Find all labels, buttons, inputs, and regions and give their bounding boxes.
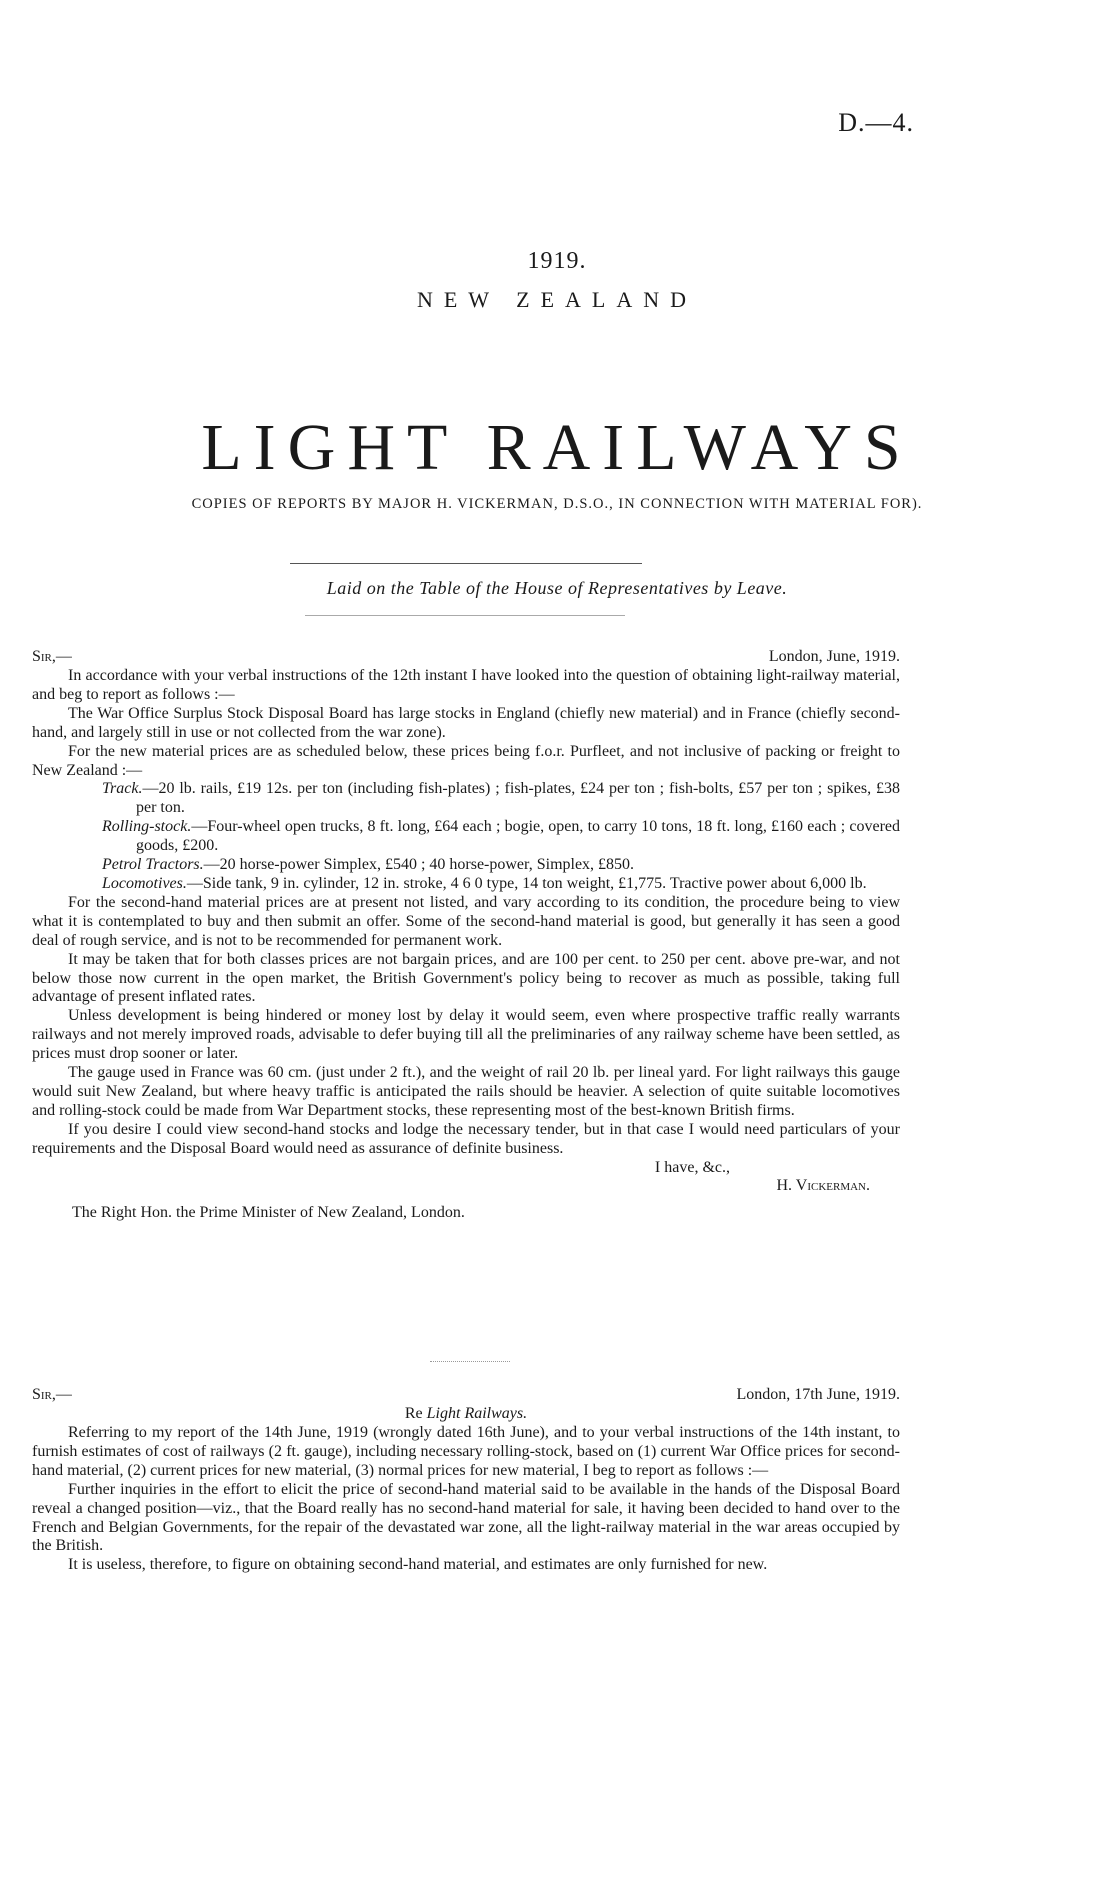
paragraph: If you desire I could view second-hand stocks and lodge the necessary tender, but in that case I would need particulars of your requirements and the Disposal Board would need as assurance of definite business. xyxy=(32,1120,900,1157)
divider xyxy=(290,563,642,564)
laid-notice: Laid on the Table of the House of Representatives by Leave. xyxy=(326,578,788,598)
price-item xyxy=(68,856,900,875)
paragraph: The War Office Surplus Stock Disposal Board has large stocks in England (chiefly new material) and in France (chiefly second-hand, and largely still in use or not collected from the war zone). xyxy=(32,704,900,741)
letter-1 xyxy=(32,648,900,1223)
price-item-text: —Four-wheel open trucks, 8 ft. long, £64 each ; bogie, open, to carry 10 tons, 18 ft. long, £160 each ; covered goods, £200. xyxy=(136,818,900,855)
paragraph: For the new material prices are as scheduled below, these prices being f.o.r. Purfleet, and not inclusive of packing or freight to New Zealand :— xyxy=(32,742,900,779)
re-line xyxy=(32,1405,900,1424)
paragraph: The gauge used in France was 60 cm. (just under 2 ft.), and the weight of rail 20 lb. per lineal yard. For light railways this gauge would suit New Zealand, but where heavy traffic is anticipated the rails should be heavier. A selection of quite suitable locomotives and rolling-stock could be made from War Department stocks, these representing most of the best-known British firms. xyxy=(32,1064,900,1119)
price-item-text: —20 horse-power Simplex, £540 ; 40 horse-power, Simplex, £850. xyxy=(203,856,635,874)
letter-1-header xyxy=(32,648,900,667)
re-prefix: Re xyxy=(404,1405,423,1422)
price-item xyxy=(68,818,900,856)
subtitle: COPIES OF REPORTS BY MAJOR H. VICKERMAN, D.S.O., IN CONNECTION WITH MATERIAL FOR). xyxy=(191,496,923,512)
year: 1919. xyxy=(527,248,587,274)
divider xyxy=(430,1361,510,1362)
divider xyxy=(305,615,625,616)
dateline: London, June, 1919. xyxy=(768,648,900,665)
letter-2 xyxy=(32,1386,900,1575)
country: NEW ZEALAND xyxy=(416,287,698,312)
page-title: LIGHT RAILWAYS xyxy=(201,411,913,484)
paragraph: It may be taken that for both classes prices are not bargain prices, and are 100 per cent. to 250 per cent. above pre-war, and not below those now current in the open market, the British Government's policy being to recover as much as possible, taking full advantage of present inflated rates. xyxy=(32,950,900,1006)
price-item xyxy=(68,875,900,894)
price-item-label: Petrol Tractors. xyxy=(102,856,204,874)
salutation: Sir,— xyxy=(32,648,72,665)
signature: H. Vickerman. xyxy=(776,1177,870,1195)
price-item-text: —20 lb. rails, £19 12s. per ton (including fish-plates) ; fish-plates, £24 per ton ; fish-bolts, £57 per ton ; spikes, £38 per ton. xyxy=(136,780,900,817)
paragraph: Further inquiries in the effort to elicit the price of second-hand material said to be available in the hands of the Disposal Board reveal a changed position—viz., that the Board really has no second-hand material for sale, it having been decided to hand over to the French and Belgian Governments, for the repair of the devastated war zone, all the light-railway material in the war areas occupied by the British. xyxy=(32,1480,900,1555)
price-item-text: —Side tank, 9 in. cylinder, 12 in. stroke, 4 6 0 type, 14 ton weight, £1,775. Tractive power about 6,000 lb. xyxy=(186,874,867,892)
dateline: London, 17th June, 1919. xyxy=(736,1386,900,1403)
closing: I have, &c., xyxy=(654,1158,730,1176)
paragraph: For the second-hand material prices are at present not listed, and vary according to its condition, the procedure being to view what it is contemplated to buy and then submit an offer. Some of the second-hand material is good, but generally it has seen a good deal of rough service, and is not to be recommended for permanent work. xyxy=(32,893,900,949)
letter-2-header xyxy=(32,1386,900,1405)
paragraph: Unless development is being hindered or money lost by delay it would seem, even where prospective traffic really warrants railways and not merely improved roads, advisable to defer buying till all the preliminaries of any railway scheme have been settled, as prices must drop sooner or later. xyxy=(32,1007,900,1063)
paper-id: D.—4. xyxy=(838,108,914,137)
addressee: The Right Hon. the Prime Minister of New Zealand, London. xyxy=(72,1204,465,1222)
salutation: Sir,— xyxy=(32,1386,72,1403)
paragraph: It is useless, therefore, to figure on obtaining second-hand material, and estimates are only furnished for new. xyxy=(68,1556,768,1574)
paragraph: In accordance with your verbal instructions of the 12th instant I have looked into the question of obtaining light-railway material, and beg to report as follows :— xyxy=(32,667,900,703)
price-item-label: Track. xyxy=(102,780,143,798)
price-item-label: Rolling-stock. xyxy=(102,818,192,836)
re-subject: Light Railways. xyxy=(426,1405,528,1422)
paragraph: Referring to my report of the 14th June, 1919 (wrongly dated 16th June), and to your verbal instructions of the 14th instant, to furnish estimates of cost of railways (2 ft. gauge), including necessary rolling-stock, based on (1) current War Office prices for second-hand material, (2) current prices for new material, (3) normal prices for new material, I beg to report as follows :— xyxy=(32,1424,900,1479)
price-item xyxy=(68,780,900,818)
price-item-label: Locomotives. xyxy=(102,874,187,892)
